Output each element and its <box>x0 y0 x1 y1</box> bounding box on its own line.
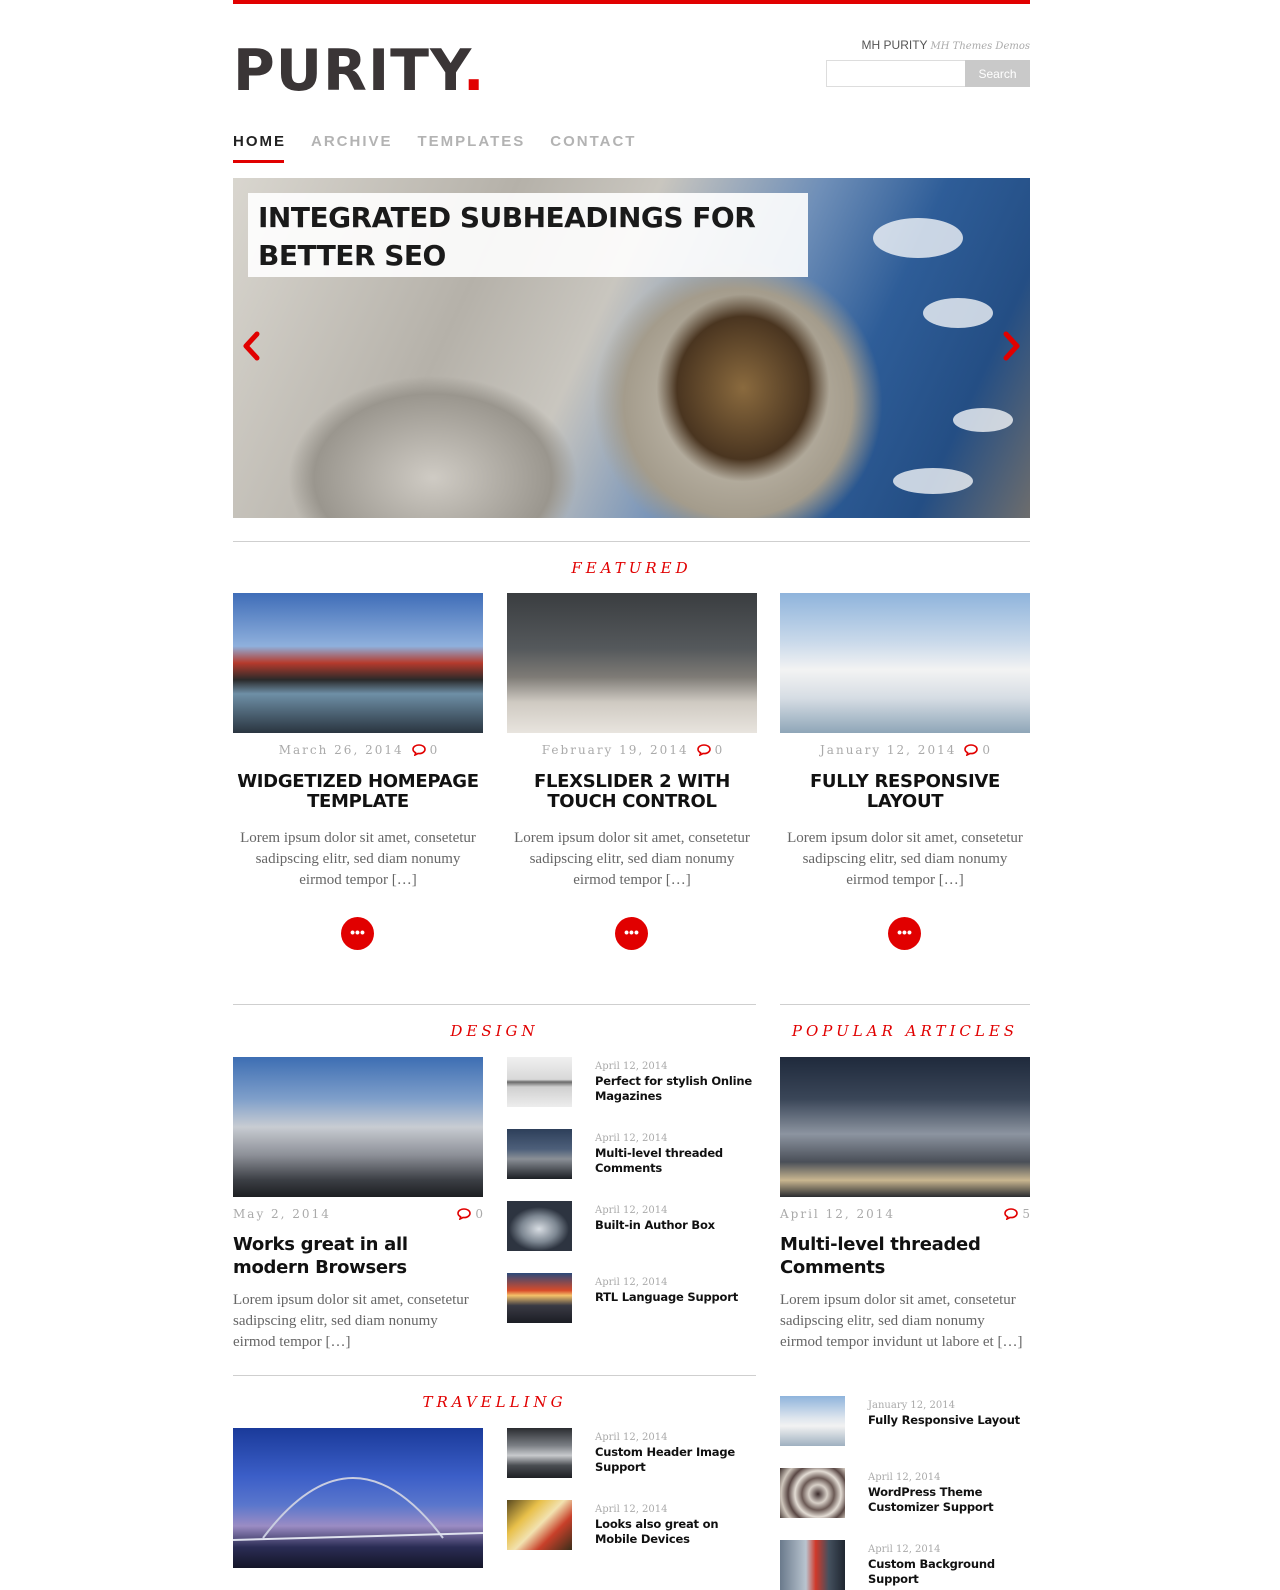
comment-count[interactable] <box>412 743 438 757</box>
section-title-featured: FEATURED <box>571 559 692 577</box>
divider <box>233 1375 756 1376</box>
post-meta <box>780 1207 1030 1225</box>
list-item <box>780 1468 1030 1520</box>
post-excerpt: Lorem ipsum dolor sit amet, consetetur sadipscing elitr, sed diam nonumy eirmod tempor invidunt ut labore et […] <box>780 1292 1023 1350</box>
post-date: January 12, 2014 <box>820 743 957 757</box>
featured-post-title[interactable]: FULLY RESPONSIVE LAYOUT <box>809 771 1001 812</box>
list-item <box>507 1428 757 1480</box>
comment-count[interactable] <box>697 743 723 757</box>
section-title-design: DESIGN <box>450 1022 539 1040</box>
logo-dot: . <box>462 38 486 104</box>
post-excerpt: Lorem ipsum dolor sit amet, consetetur sadipscing elitr, sed diam nonumy eirmod tempor […] <box>233 1292 469 1350</box>
post-date: April 12, 2014 <box>595 1061 668 1072</box>
post-thumbnail[interactable] <box>780 1540 845 1590</box>
post-thumbnail[interactable] <box>507 1129 572 1179</box>
post-meta <box>233 1207 483 1225</box>
slide-title[interactable]: INTEGRATED SUBHEADINGS FOR BETTER SEO <box>258 201 756 272</box>
post-title[interactable]: Multi-level threaded Comments <box>595 1146 723 1175</box>
list-item <box>507 1057 757 1109</box>
post-meta <box>233 743 483 761</box>
slide-cloud <box>923 298 993 328</box>
nav-item-home[interactable]: HOME <box>233 133 286 163</box>
divider <box>780 1004 1030 1005</box>
slide-caption <box>248 193 808 277</box>
featured-post-image[interactable] <box>780 593 1030 733</box>
post-date: April 12, 2014 <box>868 1472 941 1483</box>
comment-icon <box>457 1208 471 1220</box>
post-date: April 12, 2014 <box>595 1205 668 1216</box>
post-title[interactable]: Perfect for stylish Online Magazines <box>595 1074 752 1103</box>
nav-item-templates[interactable]: TEMPLATES <box>417 133 526 150</box>
design-main-post <box>233 1057 483 1353</box>
tagline-name: MH PURITY <box>861 38 928 52</box>
post-date: January 12, 2014 <box>868 1400 955 1411</box>
featured-post <box>780 593 1030 940</box>
comment-count-value: 0 <box>429 743 438 757</box>
post-date: April 12, 2014 <box>868 1544 941 1555</box>
post-title[interactable]: Custom Header Image Support <box>595 1445 736 1474</box>
post-date: April 12, 2014 <box>780 1207 896 1221</box>
top-accent-bar <box>233 0 1030 4</box>
travelling-main-post <box>233 1428 483 1568</box>
list-item <box>507 1273 757 1325</box>
list-item <box>507 1500 757 1552</box>
list-item-text <box>595 1432 760 1475</box>
chevron-right-icon[interactable] <box>996 328 1026 364</box>
main-navigation <box>233 133 661 163</box>
list-item-text <box>595 1133 760 1176</box>
read-more-button[interactable]: ••• <box>341 917 374 950</box>
nav-item-contact[interactable]: CONTACT <box>550 133 637 150</box>
comment-icon <box>412 744 426 756</box>
post-excerpt: Lorem ipsum dolor sit amet, consetetur sadipscing elitr, sed diam nonumy eirmod tempor […] <box>514 830 750 888</box>
post-title[interactable]: Fully Responsive Layout <box>868 1413 1020 1427</box>
post-meta <box>507 743 757 761</box>
featured-post-image[interactable] <box>233 593 483 733</box>
divider <box>233 541 1030 542</box>
comment-count[interactable] <box>1004 1207 1030 1225</box>
slide-cloud <box>893 468 973 494</box>
chevron-left-icon[interactable] <box>237 328 267 364</box>
post-image[interactable] <box>233 1428 483 1568</box>
comment-count-value: 0 <box>475 1207 483 1221</box>
post-meta <box>780 743 1030 761</box>
post-excerpt: Lorem ipsum dolor sit amet, consetetur sadipscing elitr, sed diam nonumy eirmod tempor […] <box>240 830 476 888</box>
section-title-popular: POPULAR ARTICLES <box>791 1022 1019 1040</box>
comment-icon <box>1004 1208 1018 1220</box>
list-item-text <box>595 1205 760 1233</box>
post-title[interactable]: Custom Background Support <box>868 1557 995 1586</box>
post-title[interactable]: Multi-level threaded Comments <box>780 1234 981 1278</box>
slide-cloud <box>953 408 1013 432</box>
featured-post-image[interactable] <box>507 593 757 733</box>
post-title[interactable]: Works great in all modern Browsers <box>233 1234 408 1278</box>
comment-count[interactable] <box>964 743 990 757</box>
post-title[interactable]: WordPress Theme Customizer Support <box>868 1485 994 1514</box>
search-form <box>826 60 1030 87</box>
post-date: April 12, 2014 <box>595 1432 668 1443</box>
list-item <box>780 1396 1030 1448</box>
post-title[interactable]: RTL Language Support <box>595 1290 739 1304</box>
post-thumbnail[interactable] <box>507 1273 572 1323</box>
featured-post <box>507 593 757 940</box>
comment-count-value: 0 <box>714 743 723 757</box>
post-image[interactable] <box>780 1057 1030 1197</box>
site-logo[interactable] <box>233 36 486 106</box>
list-item-text <box>868 1544 1033 1587</box>
comment-icon <box>697 744 711 756</box>
bridge-arch-icon <box>233 1428 483 1568</box>
featured-post-title[interactable]: WIDGETIZED HOMEPAGE TEMPLATE <box>237 771 479 812</box>
post-title[interactable]: Built-in Author Box <box>595 1218 715 1232</box>
list-item-text <box>595 1061 760 1104</box>
list-item-text <box>868 1472 1033 1515</box>
featured-post-title[interactable]: FLEXSLIDER 2 WITH TOUCH CONTROL <box>533 771 731 812</box>
hero-slider[interactable] <box>233 178 1030 518</box>
search-input[interactable] <box>826 60 965 87</box>
list-item-text <box>595 1504 760 1547</box>
nav-item-archive[interactable]: ARCHIVE <box>311 133 393 150</box>
post-excerpt: Lorem ipsum dolor sit amet, consetetur sadipscing elitr, sed diam nonumy eirmod tempor […] <box>787 830 1023 888</box>
divider <box>233 1004 756 1005</box>
post-thumbnail[interactable] <box>507 1057 572 1107</box>
comment-icon <box>964 744 978 756</box>
read-more-button[interactable]: ••• <box>888 917 921 950</box>
comment-count-value: 5 <box>1022 1207 1030 1221</box>
post-date: April 12, 2014 <box>595 1504 668 1515</box>
page-wrapper <box>233 0 1030 1590</box>
search-button[interactable]: Search <box>965 60 1030 87</box>
list-item <box>507 1201 757 1253</box>
post-date: May 2, 2014 <box>233 1207 331 1221</box>
featured-post <box>233 593 483 940</box>
post-thumbnail[interactable] <box>507 1428 572 1478</box>
list-item-text <box>868 1400 1033 1428</box>
read-more-button[interactable]: ••• <box>615 917 648 950</box>
section-title-travelling: TRAVELLING <box>422 1393 567 1411</box>
comment-count-value: 0 <box>982 743 990 757</box>
tagline-description: MH Themes Demos <box>930 41 1030 52</box>
post-image[interactable] <box>233 1057 483 1197</box>
post-thumbnail[interactable] <box>507 1201 572 1251</box>
list-item <box>507 1129 757 1181</box>
site-tagline <box>862 38 1030 52</box>
slide-cloud <box>873 218 963 258</box>
list-item-text <box>595 1277 760 1305</box>
list-item <box>780 1540 1030 1590</box>
logo-text: PURITY <box>233 38 463 104</box>
post-title[interactable]: Looks also great on Mobile Devices <box>595 1517 719 1546</box>
comment-count[interactable] <box>457 1207 483 1225</box>
post-thumbnail[interactable] <box>780 1468 845 1518</box>
post-date: April 12, 2014 <box>595 1133 668 1144</box>
post-thumbnail[interactable] <box>780 1396 845 1446</box>
post-thumbnail[interactable] <box>507 1500 572 1550</box>
popular-main-post <box>780 1057 1030 1353</box>
post-date: April 12, 2014 <box>595 1277 668 1288</box>
post-date: February 19, 2014 <box>541 743 689 757</box>
post-date: March 26, 2014 <box>278 743 404 757</box>
